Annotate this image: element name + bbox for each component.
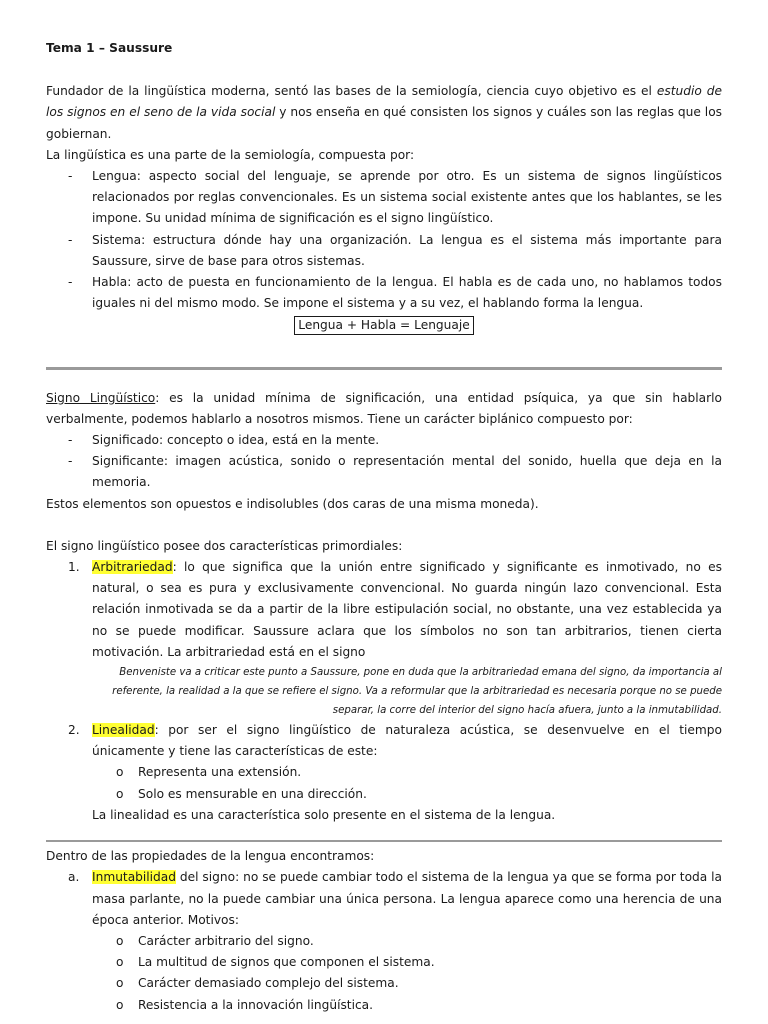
intro-text-end: y nos enseña en qué consisten los signos y cuáles son las reglas que los gobiernan. bbox=[46, 105, 722, 141]
highlighted-term: Linealidad bbox=[92, 723, 155, 738]
sub-item-text: La multitud de signos que componen el sistema. bbox=[138, 955, 435, 970]
sub-list-item bbox=[46, 784, 722, 805]
list-item-text: Significado: concepto o idea, está en la mente. bbox=[92, 433, 380, 448]
dash-marker: - bbox=[68, 169, 73, 184]
sub-list-item bbox=[46, 952, 722, 973]
document-page bbox=[46, 38, 722, 1016]
sub-list-item bbox=[46, 995, 722, 1016]
list-item-sistema bbox=[46, 230, 722, 272]
sub-item-text: Carácter arbitrario del signo. bbox=[138, 933, 314, 948]
sub-item-text: Solo es mensurable en una dirección. bbox=[138, 786, 367, 801]
intro-paragraph-2: La lingüística es una parte de la semiología, compuesta por: bbox=[46, 147, 415, 162]
sub-item-text: Carácter demasiado complejo del sistema. bbox=[138, 976, 399, 991]
bullet-marker: o bbox=[116, 933, 124, 948]
list-item-text: Significante: imagen acústica, sonido o representación mental del sonido, huella que deja en la memoria. bbox=[92, 454, 722, 490]
dash-marker: - bbox=[68, 433, 73, 448]
item-text: : lo que significa que la unión entre significado y significante es inmotivado, no es natural, o sea es pura y exclusivamente convencional. No guarda ningún lazo convencional. Esta relación inmotivada se da a partir de la libre estipulación social, no obstante, una vez establecida ya no se puede modificar. Saussure aclara que los símbolos no son tan arbitrarios, tienen cierta motivación. La arbitrariedad está en el signo bbox=[92, 560, 722, 659]
list-item-text: Lengua: aspecto social del lenguaje, se aprende por otro. Es un sistema de signos lingüísticos relacionados por reglas convencionales. Es un sistema social existente antes que los hablantes, se les impone. Su unidad mínima de significación es el signo lingüístico. bbox=[92, 169, 722, 226]
bullet-marker: o bbox=[116, 955, 124, 970]
intro-paragraph bbox=[46, 81, 722, 145]
intro-italic-phrase: estudio de los signos en el seno de la vida social bbox=[46, 84, 723, 120]
list-item-habla bbox=[46, 272, 722, 314]
characteristics-intro: El signo lingüístico posee dos características primordiales: bbox=[46, 538, 403, 553]
sub-list-item bbox=[46, 973, 722, 994]
list-item-text: Habla: acto de puesta en funcionamiento de la lengua. El habla es de cada uno, no hablamos todos iguales ni del mismo modo. Se impone el sistema y a su vez, el hablando forma la lengua. bbox=[92, 275, 722, 311]
list-item-significado bbox=[46, 430, 722, 451]
propiedades-intro: Dentro de las propiedades de la lengua encontramos: bbox=[46, 849, 375, 864]
dash-marker: - bbox=[68, 454, 73, 469]
item-text: : por ser el signo lingüístico de naturaleza acústica, se desenvuelve en el tiempo únicamente y tiene las características de este: bbox=[92, 723, 722, 759]
list-item-text: Sistema: estructura dónde hay una organización. La lengua es el sistema más importante para Saussure, sirve de base para otros sistemas. bbox=[92, 232, 722, 268]
signo-term: Signo Lingüístico bbox=[46, 390, 156, 405]
numbered-item-linealidad bbox=[46, 720, 722, 762]
spacer bbox=[46, 515, 722, 536]
item-text: del signo: no se puede cambiar todo el sistema de la lengua ya que se forma por toda la masa parlante, no la puede cambiar una única persona. La lengua aparece como una herencia de una época anterior. Motivos: bbox=[92, 870, 722, 927]
dash-marker: - bbox=[68, 232, 73, 247]
bullet-marker: o bbox=[116, 786, 124, 801]
section-divider-thin bbox=[46, 840, 722, 842]
letter-marker: a. bbox=[68, 870, 80, 885]
benveniste-note: Benveniste va a criticar este punto a Saussure, pone en duda que la arbitrariedad emana del signo, da importancia al referente, la realidad a la que se refiere el signo. Va a reformular que la arbitrariedad es necesaria porque no se puede separar, la corre del interior del signo hacía afuera, junto a la inmutabilidad. bbox=[112, 667, 722, 717]
sub-item-text: Resistencia a la innovación lingüística. bbox=[138, 997, 374, 1012]
list-item-significante bbox=[46, 451, 722, 493]
section-divider bbox=[46, 367, 722, 370]
signo-def-text: : es la unidad mínima de significación, una entidad psíquica, ya que sin hablarlo verbalmente, podemos hablarlo a nosotros mismos. Tiene un carácter biplánico compuesto por: bbox=[46, 390, 722, 426]
linealidad-closing: La linealidad es una característica solo presente en el sistema de la lengua. bbox=[92, 807, 556, 822]
intro-text-start: Fundador de la lingüística moderna, sentó las bases de la semiología, ciencia cuyo objetivo es el bbox=[46, 84, 657, 99]
sub-item-text: Representa una extensión. bbox=[138, 765, 302, 780]
number-marker: 1. bbox=[68, 560, 80, 575]
sub-list-item bbox=[46, 931, 722, 952]
signo-definition bbox=[46, 388, 722, 430]
number-marker: 2. bbox=[68, 723, 80, 738]
page-title: Tema 1 – Saussure bbox=[46, 41, 173, 55]
formula-box: Lengua + Habla = Lenguaje bbox=[294, 316, 473, 335]
dash-marker: - bbox=[68, 275, 73, 290]
bullet-marker: o bbox=[116, 765, 124, 780]
lettered-item-inmutabilidad bbox=[46, 867, 722, 931]
bullet-marker: o bbox=[116, 976, 124, 991]
formula-container bbox=[46, 315, 722, 336]
highlighted-term: Inmutabilidad bbox=[92, 870, 176, 885]
highlighted-term: Arbitrariedad bbox=[92, 560, 173, 575]
sub-list-item bbox=[46, 762, 722, 783]
bullet-marker: o bbox=[116, 997, 124, 1012]
numbered-item-arbitrariedad bbox=[46, 557, 722, 663]
signo-closing: Estos elementos son opuestos e indisolubles (dos caras de una misma moneda). bbox=[46, 496, 539, 511]
list-item-lengua bbox=[46, 166, 722, 230]
